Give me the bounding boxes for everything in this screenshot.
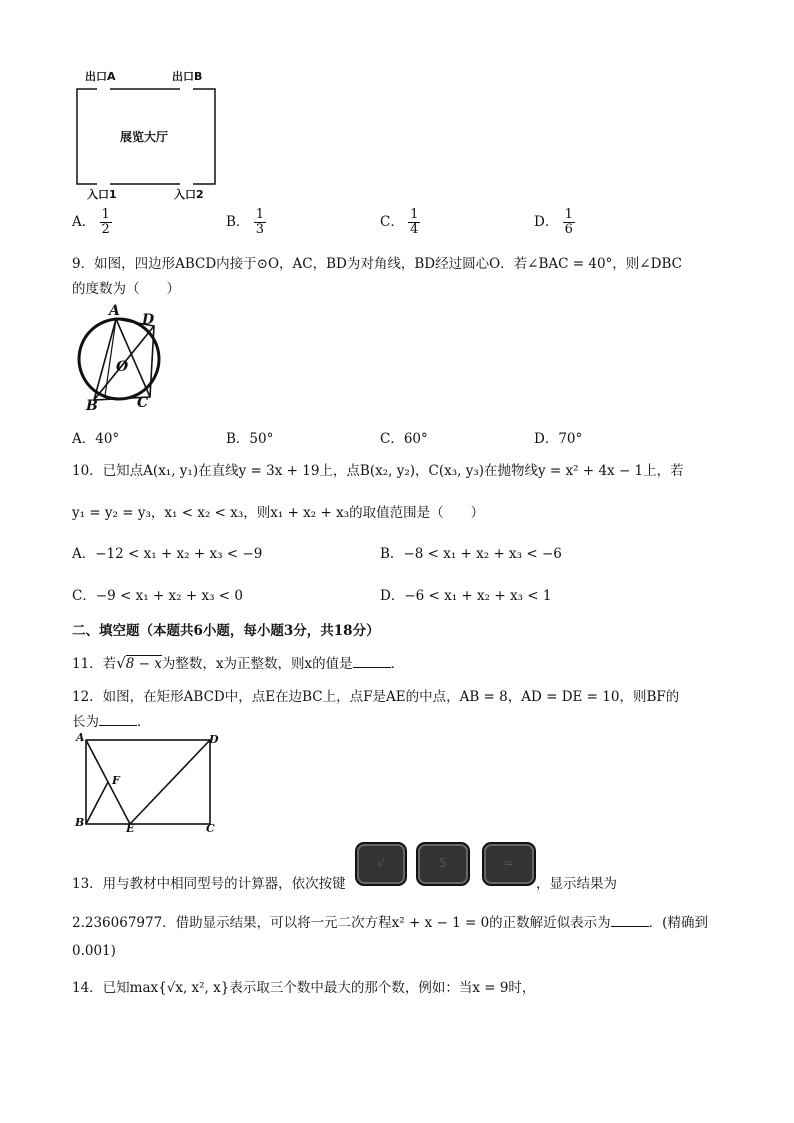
q9-option-d[interactable]: D．70°	[534, 431, 583, 447]
fraction-denominator: 6	[564, 222, 573, 237]
rectangle-figure	[70, 730, 230, 835]
q10-option-d[interactable]: D．−6 < x₁ + x₂ + x₃ < 1	[380, 588, 552, 604]
entrance-1-label: 入口1	[87, 188, 117, 201]
fraction-numerator: 1	[255, 207, 264, 222]
q13-line2-text: 2.236067977．借助显示结果，可以将一元二次方程x² + x − 1 = 0的正数解近似表示为	[72, 915, 611, 931]
q13-line2-end: ．(精确到	[648, 915, 708, 931]
q12-prefix: 长为	[72, 714, 99, 730]
option-letter: A．	[72, 214, 96, 230]
exit-a-label: 出口A	[85, 70, 116, 83]
q10-line2: y₁ = y₂ = y₃，x₁ < x₂ < x₃，则x₁ + x₂ + x₃的取值范围是（ ）	[72, 505, 485, 521]
q8-option-c[interactable]	[380, 208, 420, 237]
q13-line2	[72, 911, 708, 931]
fig12-label-b: B	[75, 816, 85, 829]
fraction-denominator: 2	[101, 222, 110, 237]
fraction-denominator: 4	[410, 222, 419, 237]
fig9-label-c: C	[137, 395, 149, 411]
equals-key-label: =	[503, 856, 515, 870]
fig9-label-d: D	[142, 312, 155, 328]
fig12-label-f: F	[112, 774, 120, 787]
exit-b-label: 出口B	[172, 70, 203, 83]
q10-option-b[interactable]: B．−8 < x₁ + x₂ + x₃ < −6	[380, 546, 562, 562]
fig12-label-e: E	[126, 822, 135, 835]
q9-option-a[interactable]: A．40°	[72, 431, 120, 447]
q11-radicand: 8 − x	[125, 656, 162, 672]
q10-line1: 10．已知点A(x₁, y₁)在直线y = 3x + 19上，点B(x₂, y₂)，C(x₃, y₃)在抛物线y = x² + 4x − 1上，若	[72, 463, 684, 479]
q12-line2	[72, 710, 151, 730]
fig9-label-o: O	[116, 359, 129, 375]
q13-line3: 0.001)	[72, 943, 116, 959]
q11-prefix: 11．若	[72, 656, 117, 672]
q13-suffix: ，显示结果为	[536, 876, 617, 892]
q13-prefix: 13．用与教材中相同型号的计算器，依次按键	[72, 876, 346, 892]
fig9-label-a: A	[109, 303, 120, 319]
fraction-numerator: 1	[410, 207, 419, 222]
calculator-sqrt-key[interactable]	[355, 842, 407, 886]
five-key-label: 5	[439, 856, 447, 870]
q10-option-c[interactable]: C．−9 < x₁ + x₂ + x₃ < 0	[72, 588, 243, 604]
section-2-heading: 二、填空题（本题共6小题，每小题3分，共18分）	[72, 623, 380, 639]
q13-answer-blank[interactable]	[611, 914, 649, 927]
option-letter: D．	[534, 214, 559, 230]
q12-answer-blank[interactable]	[99, 713, 137, 726]
calculator-5-key[interactable]	[416, 842, 470, 886]
q11-end: ．	[390, 656, 405, 672]
q11-answer-blank[interactable]	[353, 655, 391, 668]
q9-line2: 的度数为（ ）	[72, 281, 180, 297]
fig12-label-a: A	[76, 731, 85, 744]
fig12-label-d: D	[209, 733, 219, 746]
q8-option-b[interactable]	[226, 208, 266, 237]
option-letter: B．	[226, 214, 250, 230]
q12-end: ．	[137, 714, 151, 730]
q11-text: 为整数，x为正整数，则x的值是	[161, 656, 353, 672]
sqrt-key-label: √	[377, 856, 385, 870]
q12-line1: 12．如图，在矩形ABCD中，点E在边BC上，点F是AE的中点，AB = 8，AD = DE = 10，则BF的	[72, 689, 680, 705]
option-letter: C．	[380, 214, 404, 230]
q8-option-a[interactable]	[72, 208, 112, 237]
fig9-label-b: B	[86, 398, 98, 414]
calculator-equals-key[interactable]	[482, 842, 536, 886]
radical-sign: √	[116, 654, 126, 672]
q9-option-b[interactable]: B．50°	[226, 431, 274, 447]
q8-option-d[interactable]	[534, 208, 575, 237]
q11-line	[72, 652, 404, 672]
fig12-label-c: C	[206, 822, 215, 835]
q9-line1: 9．如图，四边形ABCD内接于⊙O，AC，BD为对角线，BD经过圆心O．若∠BAC = 40°，则∠DBC	[72, 256, 682, 272]
q10-option-a[interactable]: A．−12 < x₁ + x₂ + x₃ < −9	[72, 546, 263, 562]
fraction-numerator: 1	[564, 207, 573, 222]
entrance-2-label: 入口2	[174, 188, 204, 201]
q14-line1: 14．已知max{√x, x², x}表示取三个数中最大的那个数，例如：当x = 9时，	[72, 980, 536, 996]
hall-center-label: 展览大厅	[120, 130, 169, 144]
fraction-numerator: 1	[101, 207, 110, 222]
fraction-denominator: 3	[255, 222, 264, 237]
q9-option-c[interactable]: C．60°	[380, 431, 428, 447]
